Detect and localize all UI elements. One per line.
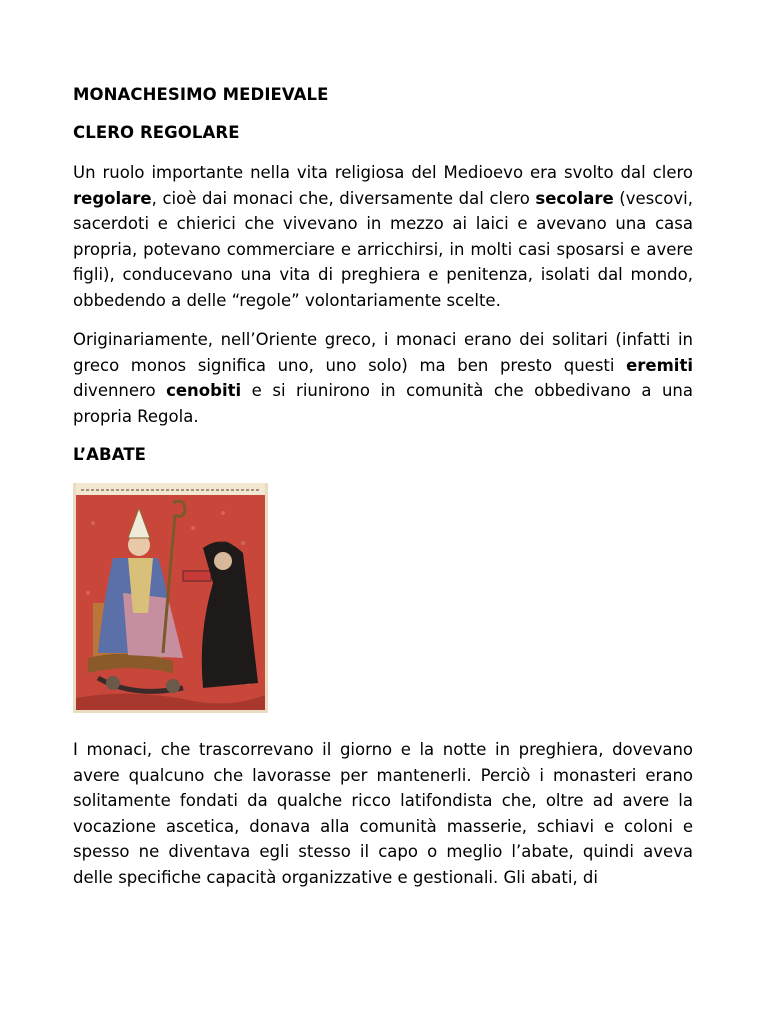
paragraph-abate: I monaci, che trascorrevano il giorno e la notte in preghiera, dovevano avere qualcuno che lavorasse per mantenerli. Perciò i monasteri erano solitamente fondati da qualche ricco latifondista che, oltre ad avere la vocazione ascetica, donava alla comunità masserie, schiavi e coloni e spesso ne diventava egli stesso il capo o meglio l’abate, quindi aveva delle specifiche capacità organizzative e gestionali. Gli abati, di	[73, 740, 693, 887]
paragraph-eremiti-cenobiti: Originariamente, nell’Oriente greco, i monaci erano dei solitari (infatti in greco monos significa uno, uno solo) ma ben presto questi eremiti divennero cenobiti e si riunirono in comunità che obbedivano a una propria Regola.	[73, 330, 693, 426]
paragraph-clero-regolare: Un ruolo importante nella vita religiosa del Medioevo era svolto dal clero regolare, cioè dai monaci che, diversamente dal clero secolare (vescovi, sacerdoti e chierici che vivevano in mezzo ai laici e avevano una casa propria, potevano commerciare e arricchirsi, in molti casi sposarsi e avere figli), conducevano una vita di preghiera e penitenza, isolati dal mondo, obbedendo a delle “regole” volontariamente scelte.	[73, 163, 693, 310]
section-heading-abate: L’ABATE	[73, 445, 147, 464]
term-secolare: secolare	[535, 188, 614, 208]
section-heading-clero-regolare: CLERO REGOLARE	[73, 123, 240, 142]
document-page	[73, 84, 693, 890]
term-eremiti: eremiti	[626, 355, 693, 375]
document-title: MONACHESIMO MEDIEVALE	[73, 85, 329, 104]
term-regolare: regolare	[73, 188, 152, 208]
term-cenobiti: cenobiti	[166, 381, 242, 400]
medieval-illumination-image	[73, 483, 268, 713]
